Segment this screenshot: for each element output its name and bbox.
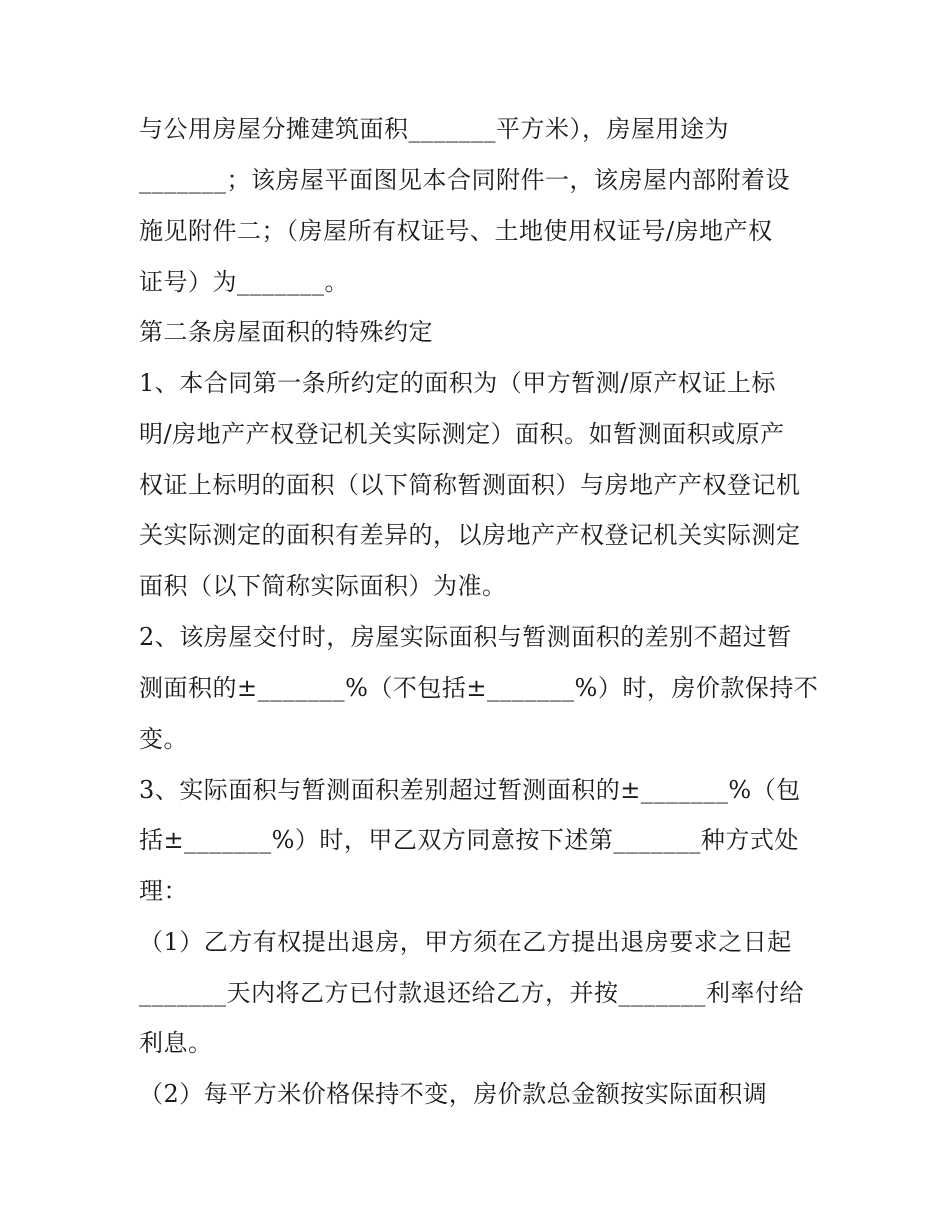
text-line-16: 理： [139, 877, 188, 905]
text-line-9: 关实际测定的面积有差异的，以房地产产权登记机关实际测定 [139, 521, 801, 549]
text-line-20: （2）每平方米价格保持不变，房价款总金额按实际面积调 [139, 1080, 768, 1108]
text-line-2: _______；该房屋平面图见本合同附件一，该房屋内部附着设 [139, 166, 790, 194]
text-line-13: 变。 [139, 725, 188, 753]
section-heading: 第二条房屋面积的特殊约定 [139, 318, 433, 346]
text-line-7: 明/房地产产权登记机关实际测定）面积。如暂测面积或原产 [139, 420, 785, 448]
text-line-4: 证号）为_______。 [139, 268, 349, 296]
text-line-8: 权证上标明的面积（以下简称暂测面积）与房地产产权登记机 [139, 471, 801, 499]
text-line-3: 施见附件二；（房屋所有权证号、土地使用权证号/房地产权 [139, 217, 773, 245]
text-line-19: 利息。 [139, 1029, 213, 1057]
text-line-17: （1）乙方有权提出退房，甲方须在乙方提出退房要求之日起 [139, 928, 792, 956]
text-line-15: 括±_______%）时，甲乙双方同意按下述第_______种方式处 [139, 826, 799, 854]
text-line-6: 1、本合同第一条所约定的面积为（甲方暂测/原产权证上标 [139, 369, 776, 397]
text-line-11: 2、该房屋交付时，房屋实际面积与暂测面积的差别不超过暂 [139, 623, 792, 651]
text-line-1: 与公用房屋分摊建筑面积_______平方米），房屋用途为 [139, 115, 729, 143]
text-line-10: 面积（以下简称实际面积）为准。 [139, 572, 507, 600]
text-line-12: 测面积的±_______%（不包括±_______%）时，房价款保持不 [139, 674, 819, 702]
text-line-18: _______天内将乙方已付款退还给乙方，并按_______利率付给 [139, 979, 804, 1007]
text-line-14: 3、实际面积与暂测面积差别超过暂测面积的±_______%（包 [139, 776, 801, 804]
